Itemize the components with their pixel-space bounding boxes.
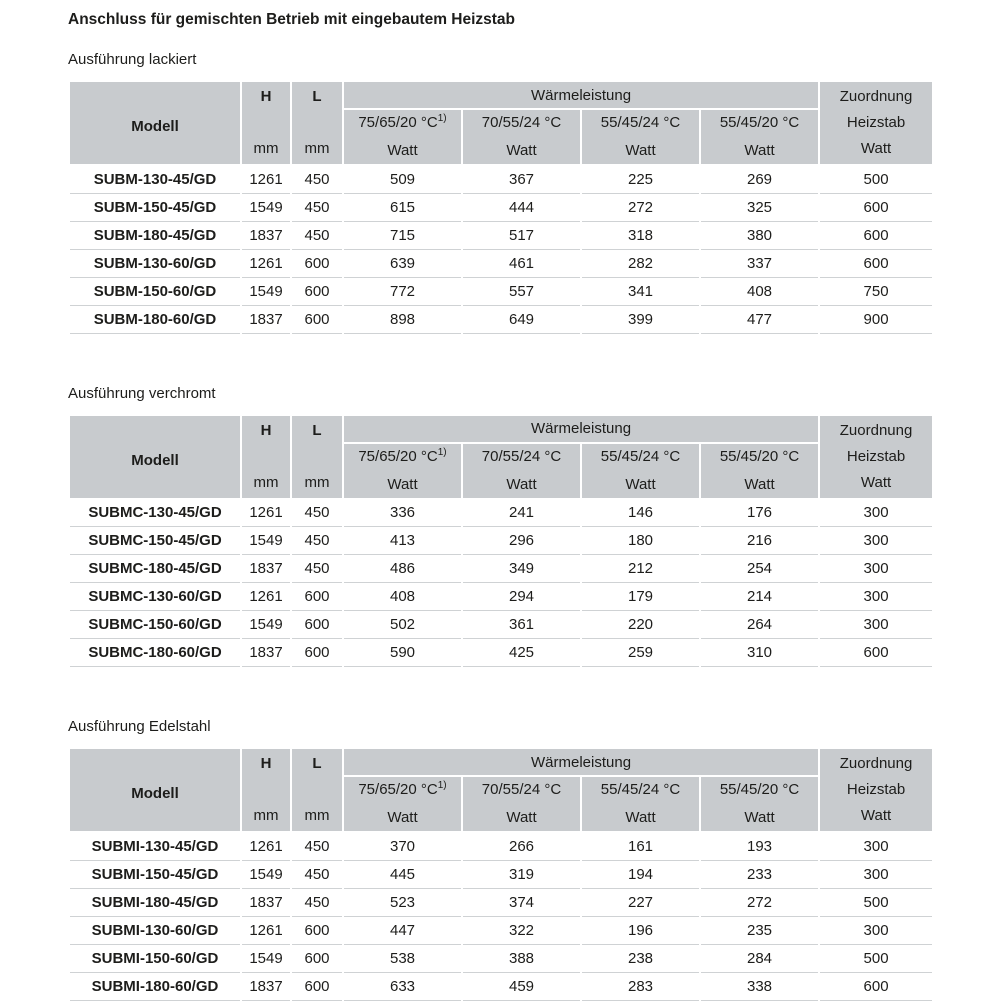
model-name-cell: SUBMI-130-45/GD: [69, 832, 241, 860]
section-title: Ausführung verchromt: [68, 384, 216, 402]
watt-70-55-24-cell: 649: [462, 305, 581, 333]
watt-55-45-24-cell: 341: [581, 277, 700, 305]
heizstab-watt-cell: 300: [819, 611, 933, 639]
table-row: [69, 221, 933, 249]
watt-unit-label: Watt: [387, 142, 418, 159]
heizstab-label: Heizstab: [846, 781, 906, 798]
table-row: [69, 611, 933, 639]
temp-label: 55/45/24 °C: [600, 781, 681, 798]
column-header-height: [241, 748, 291, 832]
h-unit-label: mm: [253, 140, 279, 157]
watt-70-55-24-cell: 444: [462, 193, 581, 221]
column-header-waermeleistung: [343, 81, 819, 109]
table-section: [68, 717, 932, 1001]
watt-55-45-20-cell: 233: [700, 860, 819, 888]
heizstab-watt-cell: 600: [819, 249, 933, 277]
waermeleistung-label: Wärmeleistung: [531, 753, 632, 771]
watt-70-55-24-cell: 425: [462, 639, 581, 667]
heizstab-watt-cell: 300: [819, 916, 933, 944]
model-name-cell: SUBMI-180-45/GD: [69, 888, 241, 916]
watt-75-65-20-cell: 633: [343, 972, 462, 1000]
watt-75-65-20-cell: 447: [343, 916, 462, 944]
model-name-cell: SUBM-150-45/GD: [69, 193, 241, 221]
watt-55-45-20-cell: 269: [700, 165, 819, 193]
watt-75-65-20-cell: 445: [343, 860, 462, 888]
watt-70-55-24-cell: 322: [462, 916, 581, 944]
watt-unit-label: Watt: [625, 809, 656, 826]
column-header-temp-55-45-20: [700, 443, 819, 499]
column-header-length: [291, 415, 343, 499]
column-header-waermeleistung: [343, 748, 819, 776]
heizstab-watt-cell: 600: [819, 193, 933, 221]
length-value-cell: 450: [291, 193, 343, 221]
table-row: [69, 555, 933, 583]
heizstab-watt-cell: 300: [819, 860, 933, 888]
watt-55-45-20-cell: 477: [700, 305, 819, 333]
model-name-cell: SUBMI-150-45/GD: [69, 860, 241, 888]
h-header-label: H: [260, 88, 272, 105]
zuordnung-unit-label: Watt: [860, 473, 892, 491]
watt-70-55-24-cell: 557: [462, 277, 581, 305]
watt-75-65-20-cell: 502: [343, 611, 462, 639]
section-title: Ausführung Edelstahl: [68, 718, 211, 735]
heizstab-watt-cell: 600: [819, 639, 933, 667]
watt-55-45-24-cell: 283: [581, 972, 700, 1000]
watt-75-65-20-cell: 413: [343, 527, 462, 555]
length-value-cell: 600: [291, 972, 343, 1000]
temp-label: 70/55/24 °C: [481, 114, 562, 131]
zuordnung-label: Zuordnung: [839, 88, 913, 105]
height-value-cell: 1837: [241, 305, 291, 333]
model-name-cell: SUBM-130-60/GD: [69, 249, 241, 277]
temp-label: 55/45/20 °C: [719, 114, 800, 131]
watt-55-45-20-cell: 310: [700, 639, 819, 667]
temp-label: 70/55/24 °C: [481, 447, 562, 465]
heizstab-watt-cell: 300: [819, 832, 933, 860]
height-value-cell: 1261: [241, 249, 291, 277]
height-value-cell: 1837: [241, 972, 291, 1000]
temp-label: 75/65/20 $^\circ C^{1)}$: [358, 446, 447, 465]
watt-75-65-20-cell: 639: [343, 249, 462, 277]
footnote-marker: 1): [437, 780, 447, 791]
column-header-modell: [69, 748, 241, 832]
watt-55-45-24-cell: 227: [581, 888, 700, 916]
table-row: [69, 860, 933, 888]
table-row: [69, 583, 933, 611]
modell-header-label: Modell: [131, 118, 179, 135]
heizstab-watt-cell: 500: [819, 165, 933, 193]
height-value-cell: 1261: [241, 499, 291, 527]
watt-70-55-24-cell: 241: [462, 499, 581, 527]
table-body: [69, 832, 933, 1000]
temp-label: 75/65/20 $^\circ C^{1)}$: [358, 780, 447, 798]
length-value-cell: 450: [291, 555, 343, 583]
watt-55-45-20-cell: 284: [700, 944, 819, 972]
watt-55-45-24-cell: 225: [581, 165, 700, 193]
length-value-cell: 600: [291, 277, 343, 305]
zuordnung-label: Zuordnung: [839, 421, 913, 439]
table-body: [69, 499, 933, 667]
length-value-cell: 600: [291, 583, 343, 611]
column-header-zuordnung-heizstab: [819, 748, 933, 832]
column-header-zuordnung-heizstab: [819, 81, 933, 165]
length-value-cell: 600: [291, 305, 343, 333]
length-value-cell: 600: [291, 611, 343, 639]
watt-55-45-24-cell: 318: [581, 221, 700, 249]
heizstab-watt-cell: 600: [819, 972, 933, 1000]
column-header-length: [291, 81, 343, 165]
model-name-cell: SUBM-150-60/GD: [69, 277, 241, 305]
length-value-cell: 450: [291, 888, 343, 916]
watt-70-55-24-cell: 296: [462, 527, 581, 555]
watt-75-65-20-cell: 898: [343, 305, 462, 333]
watt-70-55-24-cell: 517: [462, 221, 581, 249]
length-value-cell: 600: [291, 944, 343, 972]
heizstab-watt-cell: 500: [819, 944, 933, 972]
watt-75-65-20-cell: 715: [343, 221, 462, 249]
model-name-cell: SUBMC-180-45/GD: [69, 555, 241, 583]
spec-table: [68, 414, 934, 668]
table-row: [69, 944, 933, 972]
watt-55-45-20-cell: 338: [700, 972, 819, 1000]
column-header-temp-70-55-24: [462, 443, 581, 499]
height-value-cell: 1549: [241, 277, 291, 305]
watt-55-45-24-cell: 194: [581, 860, 700, 888]
column-header-temp-75-65-20: [343, 443, 462, 499]
document-body: [68, 50, 932, 1001]
height-value-cell: 1837: [241, 888, 291, 916]
watt-70-55-24-cell: 459: [462, 972, 581, 1000]
modell-header-label: Modell: [131, 785, 179, 802]
column-header-temp-70-55-24: [462, 109, 581, 165]
watt-75-65-20-cell: 408: [343, 583, 462, 611]
table-row: [69, 527, 933, 555]
zuordnung-label: Zuordnung: [839, 755, 913, 772]
height-value-cell: 1261: [241, 583, 291, 611]
column-header-temp-55-45-24: [581, 776, 700, 832]
height-value-cell: 1549: [241, 944, 291, 972]
table-section: [68, 50, 932, 334]
column-header-height: [241, 415, 291, 499]
heizstab-watt-cell: 300: [819, 527, 933, 555]
model-name-cell: SUBMC-130-45/GD: [69, 499, 241, 527]
length-value-cell: 450: [291, 527, 343, 555]
height-value-cell: 1549: [241, 860, 291, 888]
watt-70-55-24-cell: 349: [462, 555, 581, 583]
watt-70-55-24-cell: 319: [462, 860, 581, 888]
l-unit-label: mm: [304, 473, 330, 491]
waermeleistung-label: Wärmeleistung: [531, 86, 632, 104]
watt-55-45-20-cell: 272: [700, 888, 819, 916]
watt-55-45-24-cell: 282: [581, 249, 700, 277]
temp-label: 55/45/20 °C: [719, 781, 800, 798]
watt-55-45-24-cell: 180: [581, 527, 700, 555]
watt-55-45-20-cell: 214: [700, 583, 819, 611]
table-row: [69, 499, 933, 527]
model-name-cell: SUBMC-150-45/GD: [69, 527, 241, 555]
table-row: [69, 888, 933, 916]
spec-table: [68, 80, 934, 334]
height-value-cell: 1549: [241, 527, 291, 555]
watt-55-45-20-cell: 408: [700, 277, 819, 305]
watt-55-45-24-cell: 238: [581, 944, 700, 972]
height-value-cell: 1837: [241, 221, 291, 249]
length-value-cell: 450: [291, 832, 343, 860]
table-row: [69, 277, 933, 305]
watt-75-65-20-cell: 615: [343, 193, 462, 221]
heizstab-watt-cell: 300: [819, 583, 933, 611]
column-header-temp-75-65-20: [343, 776, 462, 832]
height-value-cell: 1261: [241, 916, 291, 944]
watt-unit-label: Watt: [744, 809, 775, 826]
watt-55-45-24-cell: 259: [581, 639, 700, 667]
watt-55-45-24-cell: 212: [581, 555, 700, 583]
heizstab-watt-cell: 500: [819, 888, 933, 916]
watt-unit-label: Watt: [387, 475, 418, 493]
heizstab-label: Heizstab: [846, 114, 906, 131]
watt-75-65-20-cell: 509: [343, 165, 462, 193]
temp-label: 55/45/24 °C: [600, 114, 681, 131]
model-name-cell: SUBMI-130-60/GD: [69, 916, 241, 944]
table-header: [69, 748, 933, 832]
zuordnung-unit-label: Watt: [860, 807, 892, 824]
l-unit-label: mm: [304, 140, 330, 157]
l-header-label: L: [312, 421, 322, 439]
watt-unit-label: Watt: [506, 809, 537, 826]
column-header-waermeleistung: [343, 415, 819, 443]
temp-label: 75/65/20 $^\circ C^{1)}$: [358, 113, 447, 131]
heizstab-watt-cell: 300: [819, 499, 933, 527]
length-value-cell: 450: [291, 860, 343, 888]
watt-55-45-24-cell: 179: [581, 583, 700, 611]
heizstab-label: Heizstab: [846, 447, 906, 465]
height-value-cell: 1261: [241, 832, 291, 860]
heizstab-watt-cell: 300: [819, 555, 933, 583]
l-header-label: L: [312, 755, 322, 772]
table-header: [69, 81, 933, 165]
heizstab-watt-cell: 900: [819, 305, 933, 333]
page-title: Anschluss für gemischten Betrieb mit eingebautem Heizstab: [68, 11, 516, 28]
column-header-height: [241, 81, 291, 165]
column-header-length: [291, 748, 343, 832]
watt-unit-label: Watt: [506, 475, 537, 493]
length-value-cell: 600: [291, 916, 343, 944]
watt-70-55-24-cell: 367: [462, 165, 581, 193]
column-header-temp-55-45-20: [700, 109, 819, 165]
heizstab-watt-cell: 750: [819, 277, 933, 305]
column-header-temp-55-45-24: [581, 109, 700, 165]
height-value-cell: 1261: [241, 165, 291, 193]
column-header-zuordnung-heizstab: [819, 415, 933, 499]
watt-55-45-24-cell: 220: [581, 611, 700, 639]
model-name-cell: SUBM-180-45/GD: [69, 221, 241, 249]
watt-75-65-20-cell: 336: [343, 499, 462, 527]
table-row: [69, 972, 933, 1000]
table-row: [69, 832, 933, 860]
temp-label: 70/55/24 °C: [481, 781, 562, 798]
watt-70-55-24-cell: 361: [462, 611, 581, 639]
length-value-cell: 450: [291, 221, 343, 249]
watt-55-45-20-cell: 216: [700, 527, 819, 555]
watt-unit-label: Watt: [744, 475, 775, 493]
watt-55-45-20-cell: 337: [700, 249, 819, 277]
watt-55-45-24-cell: 399: [581, 305, 700, 333]
l-unit-label: mm: [304, 807, 330, 824]
footnote-marker: 1): [437, 113, 447, 124]
waermeleistung-label: Wärmeleistung: [531, 420, 632, 437]
length-value-cell: 600: [291, 639, 343, 667]
temp-label: 55/45/24 °C: [600, 447, 681, 465]
heizstab-watt-cell: 600: [819, 221, 933, 249]
model-name-cell: SUBM-180-60/GD: [69, 305, 241, 333]
table-row: [69, 639, 933, 667]
watt-75-65-20-cell: 370: [343, 832, 462, 860]
column-header-temp-70-55-24: [462, 776, 581, 832]
watt-unit-label: Watt: [387, 809, 418, 826]
watt-75-65-20-cell: 772: [343, 277, 462, 305]
table-header: [69, 415, 933, 499]
height-value-cell: 1549: [241, 193, 291, 221]
column-header-temp-75-65-20: [343, 109, 462, 165]
watt-unit-label: Watt: [744, 142, 775, 159]
l-header-label: L: [312, 88, 322, 105]
watt-55-45-24-cell: 272: [581, 193, 700, 221]
watt-70-55-24-cell: 461: [462, 249, 581, 277]
zuordnung-unit-label: Watt: [860, 140, 892, 157]
watt-55-45-24-cell: 146: [581, 499, 700, 527]
spec-table: [68, 747, 934, 1001]
height-value-cell: 1837: [241, 639, 291, 667]
length-value-cell: 600: [291, 249, 343, 277]
table-row: [69, 305, 933, 333]
h-unit-label: mm: [253, 807, 279, 824]
watt-55-45-20-cell: 176: [700, 499, 819, 527]
modell-header-label: Modell: [131, 451, 179, 469]
length-value-cell: 450: [291, 165, 343, 193]
length-value-cell: 450: [291, 499, 343, 527]
table-row: [69, 193, 933, 221]
height-value-cell: 1549: [241, 611, 291, 639]
column-header-modell: [69, 81, 241, 165]
table-section: [68, 384, 932, 668]
table-row: [69, 165, 933, 193]
watt-75-65-20-cell: 590: [343, 639, 462, 667]
watt-75-65-20-cell: 538: [343, 944, 462, 972]
column-header-temp-55-45-20: [700, 776, 819, 832]
column-header-temp-55-45-24: [581, 443, 700, 499]
h-header-label: H: [260, 421, 272, 439]
model-name-cell: SUBMC-130-60/GD: [69, 583, 241, 611]
watt-55-45-20-cell: 325: [700, 193, 819, 221]
watt-70-55-24-cell: 374: [462, 888, 581, 916]
watt-75-65-20-cell: 486: [343, 555, 462, 583]
section-title: Ausführung lackiert: [68, 51, 197, 68]
table-row: [69, 249, 933, 277]
table-body: [69, 165, 933, 333]
watt-55-45-20-cell: 380: [700, 221, 819, 249]
watt-unit-label: Watt: [625, 142, 656, 159]
watt-unit-label: Watt: [506, 142, 537, 159]
table-row: [69, 916, 933, 944]
watt-55-45-24-cell: 196: [581, 916, 700, 944]
watt-70-55-24-cell: 294: [462, 583, 581, 611]
model-name-cell: SUBMC-150-60/GD: [69, 611, 241, 639]
model-name-cell: SUBM-130-45/GD: [69, 165, 241, 193]
watt-55-45-20-cell: 235: [700, 916, 819, 944]
height-value-cell: 1837: [241, 555, 291, 583]
h-header-label: H: [260, 755, 272, 772]
watt-unit-label: Watt: [625, 475, 656, 493]
model-name-cell: SUBMI-150-60/GD: [69, 944, 241, 972]
watt-55-45-20-cell: 193: [700, 832, 819, 860]
footnote-marker: 1): [437, 446, 447, 458]
watt-70-55-24-cell: 388: [462, 944, 581, 972]
watt-75-65-20-cell: 523: [343, 888, 462, 916]
model-name-cell: SUBMC-180-60/GD: [69, 639, 241, 667]
temp-label: 55/45/20 °C: [719, 447, 800, 465]
column-header-modell: [69, 415, 241, 499]
watt-55-45-24-cell: 161: [581, 832, 700, 860]
watt-55-45-20-cell: 264: [700, 611, 819, 639]
watt-70-55-24-cell: 266: [462, 832, 581, 860]
model-name-cell: SUBMI-180-60/GD: [69, 972, 241, 1000]
h-unit-label: mm: [253, 473, 279, 491]
watt-55-45-20-cell: 254: [700, 555, 819, 583]
